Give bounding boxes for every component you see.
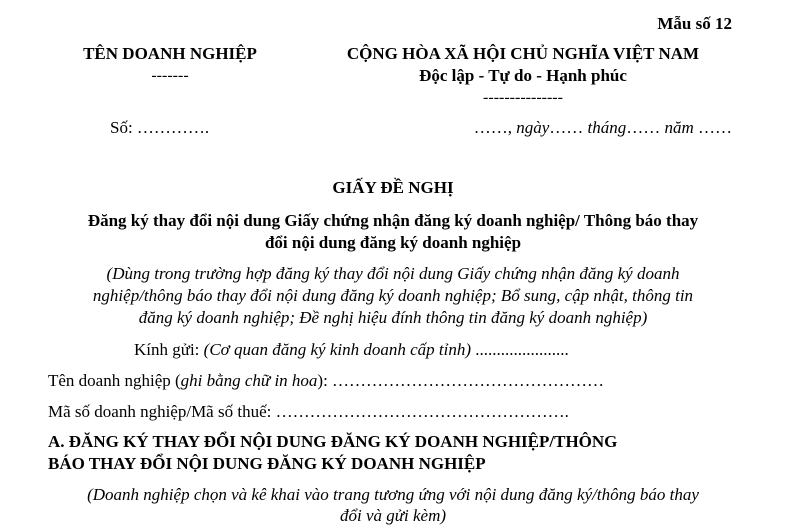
section-a-note-line-1: (Doanh nghiệp chọn và kê khai vào trang tương ứng với nội dung đăng ký/thông báo thay — [87, 485, 699, 504]
date-thang: tháng — [587, 118, 627, 137]
document-subtitle-line-2: đổi nội dung đăng ký doanh nghiệp — [264, 233, 522, 252]
company-name-field — [48, 371, 604, 391]
document-subtitle-line-1: Đăng ký thay đổi nội dung Giấy chứng nhận đăng ký doanh nghiệp/ Thông báo thay — [87, 211, 699, 230]
national-title: CỘNG HÒA XÃ HỘI CHỦ NGHĨA VIỆT NAM — [346, 44, 700, 63]
date-prefix: ……, — [473, 118, 517, 137]
date-nam: năm — [664, 118, 694, 137]
usage-note-line-1: (Dùng trong trường hợp đăng ký thay đổi nội dung Giấy chứng nhận đăng ký doanh — [106, 264, 680, 283]
document-title: GIẤY ĐỀ NGHỊ — [332, 178, 454, 197]
national-motto: Độc lập - Tự do - Hạnh phúc — [419, 66, 627, 85]
company-name-hint: ghi bằng chữ in hoa — [180, 371, 318, 390]
date-dots-2: …… — [626, 118, 661, 137]
company-name-tail: ): ………………………………………… — [317, 371, 605, 390]
section-a-note-line-2: đổi và gửi kèm) — [339, 506, 447, 525]
section-a-heading-line-1: A. ĐĂNG KÝ THAY ĐỔI NỘI DUNG ĐĂNG KÝ DOANH NGHIỆP/THÔNG — [48, 432, 618, 451]
date-dots-1: …… — [549, 118, 584, 137]
company-name-label: Tên doanh nghiệp ( — [48, 371, 181, 390]
recipient-label: Kính gửi: — [134, 340, 204, 359]
section-a-heading-line-2: BÁO THAY ĐỔI NỘI DUNG ĐĂNG KÝ DOANH NGHIỆP — [48, 454, 486, 473]
company-name-header: TÊN DOANH NGHIỆP — [83, 44, 257, 63]
recipient-dots: ...................... — [471, 340, 569, 359]
date-line — [474, 118, 732, 138]
recipient-line — [134, 340, 569, 360]
form-number: Mẫu số 12 — [657, 14, 732, 33]
left-header-rule: ------- — [151, 67, 189, 84]
recipient-hint: (Cơ quan đăng ký kinh doanh cấp tỉnh) — [203, 340, 472, 359]
document-number: Số: …………. — [110, 118, 210, 137]
tax-code-field: Mã số doanh nghiệp/Mã số thuế: ……………………………………………. — [48, 402, 569, 421]
date-dots-3: …… — [698, 118, 732, 137]
usage-note-line-3: đăng ký doanh nghiệp; Đề nghị hiệu đính thông tin đăng ký doanh nghiệp) — [138, 308, 648, 327]
date-ngay: ngày — [516, 118, 550, 137]
usage-note-line-2: nghiệp/thông báo thay đổi nội dung đăng ký doanh nghiệp; Bổ sung, cập nhật, thông tin — [92, 286, 694, 305]
right-header-rule: --------------- — [483, 89, 563, 106]
